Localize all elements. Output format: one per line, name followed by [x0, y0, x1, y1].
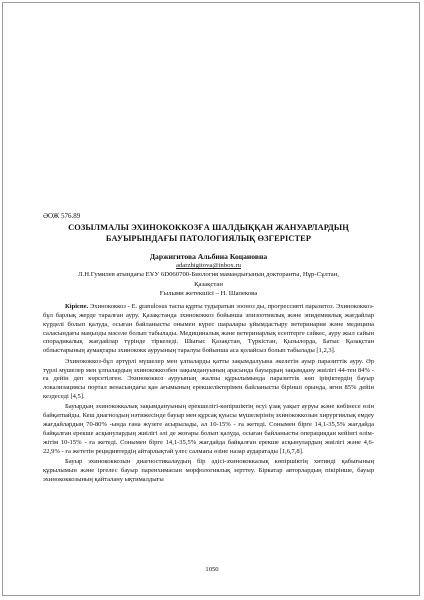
author-affiliation: [43, 261, 374, 299]
paper-title: [43, 222, 374, 244]
paragraph-intro: [43, 303, 374, 356]
title-line-1: СОЗЫЛМАЛЫ ЭХИНОКОККОЗҒА ШАЛДЫҚҚАН ЖАНУАРЛАРДЫҢ: [68, 223, 349, 232]
title-line-2: БАУЫРЫНДАҒЫ ПАТОЛОГИЯЛЫҚ ӨЗГЕРІСТЕР: [105, 234, 312, 243]
author-email[interactable]: adarzhigitova@inbox.ru: [175, 262, 242, 269]
page-number: 1050: [205, 566, 219, 573]
paragraph-2: Эхинококкоз-бұл әртүрлі мүшелер мен ұлпаларды қатты зақымдалуына әкелетін ауыр паразиттік ауру. Әр түрлі мүшелер мен ұлпалардың эхинококкозбен зақымдануының арасында бауырдың зақымдану жиілігі 44-тен 84% - ға дейін деп көрсетілген. Эхинококкоз ауруының жалпы құрылымында паразиттік көп іріңіктердің бауыр локализациясы портал венасындағы қан ағымының ерекшеліктерімен байланысты бірінші орында, яғни 85% дейін кездеседі [4,5].: [43, 357, 374, 401]
affiliation-line-1: Л.Н.Гумилев атындағы ЕҰУ 6D060700-Биология мамандығының докторанты, Нұр-Сұлтан,: [78, 271, 339, 279]
body-text: [43, 303, 374, 486]
paragraph-4: Бауыр эхинококкозын диагностикалаудың бір әдісі-эхинококкалық көпіршіктің хитинді қабығының құрылымын және іргелес бауыр паренхимасын морфологиялық зерттеу. Біркатар авторлардың пікірінше, бауыр эхинококкозының қайталану ықтималдығы: [43, 458, 374, 483]
paragraph-3: Бауырдың эхинококкалық зақымдануының ерекшелігі-көпіршіктің өсуі ұзақ уақыт ауруы және көбінесе өзін байқатпайды. Кеш диагноздың нәтижесінде бауыр мен құрсақ қуысы мүшелерінің эхинококкозын хирургиялық емдеу жағдайлардың 70-80% -ында ғана жүзеге асырылады, ал 10-15% - ға жетеді. Сонымен бірге 14,1-35,5% жағдайда байқалған ерекше асқынулардың жиілігі әлі де жоғары болып қалуда, осыған байланысты операциядан кейінгі өлім-жітім 10-15% - ға жетеді. Сонымен бірге 14,1-35,5% жағдайда байқалған ерекше асқынулардың жиілігі және 4,6-22,9% - ға жететін рецидивтердің айтарлықтай үлес салмағы өзіне назар аударатады [1,6,7,8].: [43, 403, 374, 455]
intro-label: Кіріспе.: [65, 303, 89, 310]
page-border: [2, 2, 420, 596]
affiliation-line-2: Қазақстан: [194, 280, 223, 288]
supervisor-line: Ғылыми жетекшісі – Н. Шапекова: [159, 290, 258, 298]
udk-code: ӘОЖ 576.89: [43, 212, 81, 220]
paragraph-1-text: Эхинококкоз - E. granulosus таспа құрты тудыратын зооноз ды, прогрессивті паразитоз. Эхинококкоз-бұл барлық жерде таралған ауру. Қазақстанда эхинококкоз бойынша эпизоотиялық және эпидемиялық жағдайлар күрделі болып қалуда, осыған байланысты онымен күрес шаралары ұйымдастыру ветеринария және медицина саласындағы маңызды мәселе болып табылады. Медициналық және ветеринарлық есептерге сәйкес, ауру жыл сайын спорадикалық жағдайлар түрінде тіркеледі. Шығыс Қазақстан, Түркістан, Қызылорда, Батыс Қазақстан облыстарының аумақтары эхинококк ауруының таралуы бойынша аса қолайсыз болып табылады [1,2,3].: [43, 303, 374, 355]
author-name: Даржигитова Альбина Коцановна: [149, 252, 268, 261]
